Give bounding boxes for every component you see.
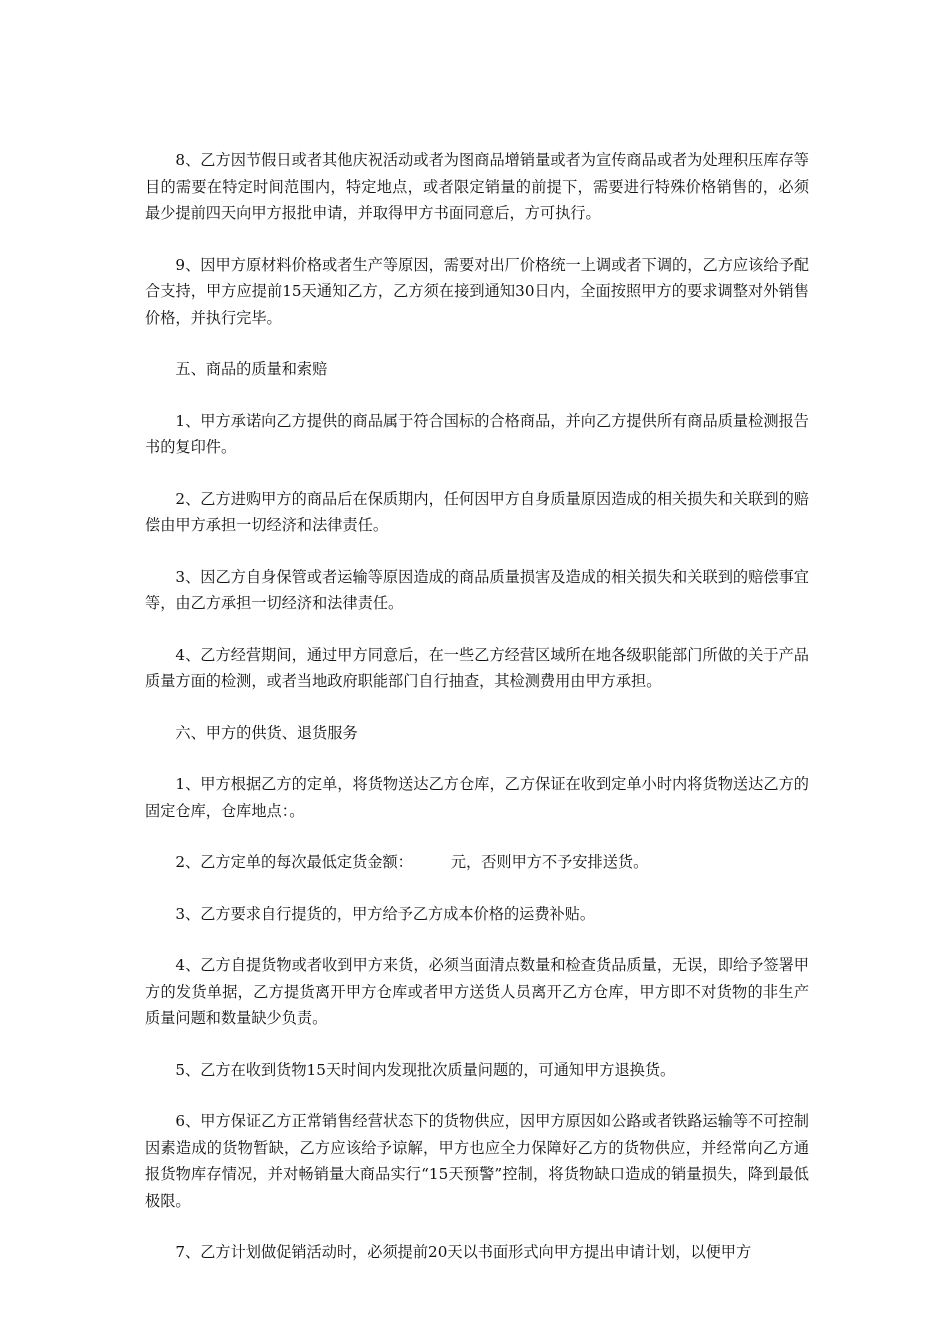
clause-8-special-pricing: 8、乙方因节假日或者其他庆祝活动或者为图商品增销量或者为宣传商品或者为处理积压库存等目的需要在特定时间范围内，特定地点，或者限定销量的前提下，需要进行特殊价格销售的，必须最少提前四天向甲方报批申请，并取得甲方书面同意后，方可执行。 [145, 151, 809, 222]
section-heading-quality: 五、商品的质量和索赔 [175, 360, 328, 378]
supply-clause-3: 3、乙方要求自行提货的，甲方给予乙方成本价格的运费补贴。 [175, 904, 596, 923]
document-page [145, 147, 809, 1291]
supply-clause-1: 1、甲方根据乙方的定单，将货物送达乙方仓库，乙方保证在收到定单小时内将货物送达乙方的固定仓库，仓库地点：。 [145, 775, 809, 820]
supply-clause-7: 7、乙方计划做促销活动时，必须提前20天以书面形式向甲方提出申请计划，以便甲方 [175, 1243, 752, 1261]
supply-clause-6: 6、甲方保证乙方正常销售经营状态下的货物供应，因甲方原因如公路或者铁路运输等不可控制因素造成的货物暂缺，乙方应该给予谅解，甲方也应全力保障好乙方的货物供应，并经常向乙方通报货物库存情况，并对畅销量大商品实行“15天预警”控制，将货物缺口造成的销量损失，降到最低极限。 [145, 1112, 809, 1210]
supply-clause-4: 4、乙方自提货物或者收到甲方来货，必须当面清点数量和检查货品质量，无误，即给予签署甲方的发货单据，乙方提货离开甲方仓库或者甲方送货人员离开乙方仓库，甲方即不对货物的非生产质量问题和数量缺少负责。 [145, 956, 809, 1027]
section-heading-supply: 六、甲方的供货、退货服务 [175, 723, 358, 742]
supply-clause-5: 5、乙方在收到货物15天时间内发现批次质量问题的，可通知甲方退换货。 [175, 1060, 676, 1079]
clause-9-price-adjustment: 9、因甲方原材料价格或者生产等原因，需要对出厂价格统一上调或者下调的，乙方应该给予配合支持，甲方应提前15天通知乙方，乙方须在接到通知30日内，全面按照甲方的要求调整对外销售价格，并执行完毕。 [145, 255, 809, 327]
quality-clause-2: 2、乙方进购甲方的商品后在保质期内，任何因甲方自身质量原因造成的相关损失和关联到的赔偿由甲方承担一切经济和法律责任。 [145, 489, 809, 534]
quality-clause-1: 1、甲方承诺向乙方提供的商品属于符合国标的合格商品，并向乙方提供所有商品质量检测报告书的复印件。 [145, 411, 809, 456]
quality-clause-3: 3、因乙方自身保管或者运输等原因造成的商品质量损害及造成的相关损失和关联到的赔偿事宜等，由乙方承担一切经济和法律责任。 [145, 567, 809, 612]
supply-clause-2: 2、乙方定单的每次最低定货金额： 元，否则甲方不予安排送货。 [175, 853, 649, 871]
quality-clause-4: 4、乙方经营期间，通过甲方同意后，在一些乙方经营区域所在地各级职能部门所做的关于产品质量方面的检测，或者当地政府职能部门自行抽查，其检测费用由甲方承担。 [145, 645, 809, 690]
